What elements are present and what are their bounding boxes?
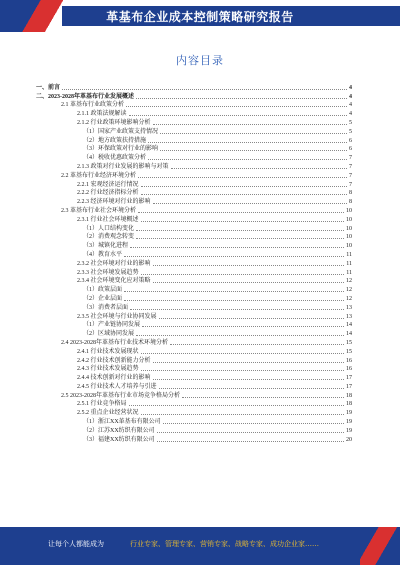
toc-leader-dots (141, 194, 347, 195)
toc-entry[interactable] (36, 259, 352, 268)
toc-entry-page: 10 (346, 243, 352, 250)
toc-entry-title: （2）江苏XX纺织有限公司 (83, 427, 155, 434)
toc-entry-title: （3）消费者层面 (83, 304, 129, 311)
toc-entry[interactable] (36, 224, 352, 233)
toc-entry[interactable] (36, 162, 352, 171)
toc-entry-page: 17 (346, 375, 352, 382)
toc-leader-dots (153, 379, 344, 380)
toc-leader-dots (157, 441, 344, 442)
toc-entry[interactable] (36, 83, 352, 92)
toc-leader-dots (141, 353, 344, 354)
toc-entry-title: 2.2 革基布行业经济环境分析 (61, 172, 137, 179)
toc-leader-dots (130, 247, 344, 248)
toc-entry-title: 2.4.1 行业技术发展现状 (77, 348, 139, 355)
toc-entry[interactable] (36, 180, 352, 189)
toc-entry[interactable] (36, 338, 352, 347)
toc-entry-title: （4）税收优惠政策分析 (83, 155, 147, 162)
toc-heading: 内容目录 (176, 54, 224, 67)
toc-entry-page: 5 (349, 119, 352, 126)
toc-leader-dots (159, 388, 344, 389)
toc-leader-dots (141, 414, 344, 415)
toc-entry-page: 4 (349, 111, 352, 118)
toc-leader-dots (163, 423, 344, 424)
toc-entry[interactable] (36, 136, 352, 145)
toc-entry-title: 2.4.2 行业技术创新能力分析 (77, 357, 151, 364)
toc-entry-title: （2）消费观念转变 (83, 234, 135, 241)
toc-entry-page: 4 (349, 93, 352, 100)
toc-leader-dots (141, 370, 344, 371)
toc-leader-dots (141, 221, 344, 222)
toc-entry-title: 一、前言 (36, 84, 61, 91)
toc-entry[interactable] (36, 92, 352, 101)
toc-entry-title: 2.1.3 政策对行业发展的影响与对策 (77, 163, 169, 170)
footer-domains: 行业专家、管理专家、营销专家、战略专家、成功企业家…… (130, 540, 319, 548)
report-title: 革基布企业成本控制策略研究报告 (106, 10, 294, 24)
toc-entry-title: 2.3.3 社会环境发展趋势 (77, 269, 139, 276)
toc-entry[interactable] (36, 321, 352, 330)
toc-entry[interactable] (36, 109, 352, 118)
toc-entry[interactable] (36, 426, 352, 435)
toc-entry-page: 11 (346, 260, 352, 267)
toc-entry-title: 2.3 革基布行业社会环境分析 (61, 207, 137, 214)
toc-entry-page: 16 (346, 357, 352, 364)
toc-entry-page: 20 (346, 436, 352, 443)
toc-entry[interactable] (36, 118, 352, 127)
toc-leader-dots (170, 344, 344, 345)
toc-entry-title: 2.3.4 社会环境变化应对策略 (77, 278, 151, 285)
toc-leader-dots (124, 291, 344, 292)
toc-leader-dots (126, 106, 347, 107)
toc-entry-page: 19 (346, 419, 352, 426)
toc-entry-page: 18 (346, 401, 352, 408)
toc-entry[interactable] (36, 145, 352, 154)
toc-entry[interactable] (36, 417, 352, 426)
toc-entry-title: （3）福建XX纺织有限公司 (83, 436, 155, 443)
toc-entry[interactable] (36, 408, 352, 417)
toc-entry-title: （1）产业链协同发展 (83, 322, 141, 329)
toc-entry[interactable] (36, 101, 352, 110)
toc-entry[interactable] (36, 391, 352, 400)
toc-entry-page: 7 (349, 155, 352, 162)
toc-entry-page: 8 (349, 190, 352, 197)
toc-entry-title: 2.4.4 技术创新对行业的影响 (77, 375, 151, 382)
toc-entry-title: （2）地方政策扶持措施 (83, 137, 147, 144)
toc-leader-dots (160, 133, 347, 134)
toc-leader-dots (153, 203, 347, 204)
toc-leader-dots (138, 212, 344, 213)
toc-entry[interactable] (36, 294, 352, 303)
toc-entry-title: 2.5.2 重点企业经营状况 (77, 410, 139, 417)
toc-entry-page: 18 (346, 392, 352, 399)
toc-entry[interactable] (36, 153, 352, 162)
toc-entry[interactable] (36, 347, 352, 356)
toc-entry[interactable] (36, 268, 352, 277)
toc-entry[interactable] (36, 233, 352, 242)
toc-entry-title: （2）企业层面 (83, 295, 123, 302)
toc-leader-dots (129, 115, 347, 116)
toc-entry-page: 12 (346, 287, 352, 294)
toc-entry-title: 2.3.2 社会环境对行业的影响 (77, 260, 151, 267)
toc-entry-page: 8 (349, 199, 352, 206)
toc-leader-dots (153, 282, 344, 283)
page-footer (0, 527, 400, 565)
toc-leader-dots (141, 186, 347, 187)
toc-entry-page: 4 (349, 102, 352, 109)
toc-leader-dots (136, 98, 347, 99)
toc-entry-title: 2.4.5 行业技术人才培养与引进 (77, 383, 157, 390)
toc-entry[interactable] (36, 435, 352, 444)
toc-entry-page: 17 (346, 383, 352, 390)
toc-leader-dots (136, 238, 344, 239)
toc-entry-title: 2.4 2023-2028年革基布行业技术环境分析 (61, 339, 168, 346)
toc-entry-page: 16 (346, 366, 352, 373)
toc-entry-page: 11 (346, 251, 352, 258)
toc-leader-dots (62, 89, 347, 90)
toc-entry-page: 6 (349, 137, 352, 144)
footer-accent (360, 527, 400, 565)
toc-entry[interactable] (36, 365, 352, 374)
toc-entry-page: 4 (349, 84, 352, 91)
toc-leader-dots (182, 397, 344, 398)
toc-entry[interactable] (36, 241, 352, 250)
toc-entry[interactable] (36, 189, 352, 198)
toc-entry-title: 2.5.1 行业竞争格局 (77, 401, 127, 408)
toc-leader-dots (153, 265, 345, 266)
toc-entry-title: （3）环保政策对行业的影响 (83, 146, 159, 153)
toc-entry-title: 2.1.2 行业政策环境影响分析 (77, 119, 151, 126)
toc-entry-page: 15 (346, 339, 352, 346)
toc-entry-title: 2.3.5 社会环境与行业协同发展 (77, 313, 157, 320)
toc-leader-dots (159, 318, 344, 319)
toc-leader-dots (124, 256, 344, 257)
toc-leader-dots (130, 309, 344, 310)
toc-leader-dots (142, 326, 344, 327)
toc-entry-page: 5 (349, 128, 352, 135)
toc-entry[interactable] (36, 171, 352, 180)
toc-entry[interactable] (36, 285, 352, 294)
toc-entry-page: 10 (346, 216, 352, 223)
toc-entry-title: （1）人口结构变化 (83, 225, 135, 232)
toc-entry-page: 13 (346, 313, 352, 320)
toc-entry-title: 2.3.1 行业社会环境概述 (77, 216, 139, 223)
toc-leader-dots (160, 150, 347, 151)
toc-leader-dots (148, 142, 347, 143)
toc-entry[interactable] (36, 197, 352, 206)
toc-leader-dots (157, 432, 344, 433)
toc-entry-title: （2）区域协同发展 (83, 331, 135, 338)
toc-entry[interactable] (36, 250, 352, 259)
toc-entry-page: 15 (346, 348, 352, 355)
toc-entry-page: 13 (346, 304, 352, 311)
toc-entry-title: 2.2.2 行业经济指标分析 (77, 190, 139, 197)
toc-entry[interactable] (36, 329, 352, 338)
toc-entry-title: 二、2023-2028年革基布行业发展概述 (36, 93, 134, 100)
toc-entry-title: 2.1.1 政策法规解读 (77, 111, 127, 118)
toc-entry-page: 6 (349, 146, 352, 153)
toc-entry-title: 2.4.3 行业技术发展趋势 (77, 366, 139, 373)
toc-leader-dots (136, 335, 344, 336)
toc-entry[interactable] (36, 373, 352, 382)
toc-entry-page: 10 (346, 207, 352, 214)
toc-leader-dots (153, 124, 347, 125)
toc-entry-page: 10 (346, 225, 352, 232)
toc-entry[interactable] (36, 400, 352, 409)
toc-entry-title: （3）城镇化进程 (83, 243, 129, 250)
toc-entry-page: 7 (349, 172, 352, 179)
toc-entry-title: （1）政策层面 (83, 287, 123, 294)
toc-leader-dots (171, 168, 347, 169)
toc-entry-title: （1）国家产业政策支持情况 (83, 128, 159, 135)
toc-entry-title: 2.2.3 经济环境对行业的影响 (77, 199, 151, 206)
toc-entry-page: 14 (346, 331, 352, 338)
toc-entry-page: 7 (349, 181, 352, 188)
toc-leader-dots (141, 274, 345, 275)
toc-leader-dots (153, 362, 344, 363)
toc-leader-dots (148, 159, 347, 160)
toc-entry-title: （4）教育水平 (83, 251, 123, 258)
toc-entry[interactable] (36, 356, 352, 365)
toc-entry-page: 19 (346, 427, 352, 434)
toc-entry[interactable] (36, 215, 352, 224)
toc-entry[interactable] (36, 312, 352, 321)
toc-entry[interactable] (36, 206, 352, 215)
table-of-contents (36, 83, 352, 444)
toc-entry-title: 2.1 革基布行业政策分析 (61, 102, 125, 109)
toc-entry[interactable] (36, 303, 352, 312)
toc-entry[interactable] (36, 277, 352, 286)
toc-leader-dots (138, 177, 347, 178)
toc-entry-title: （1）浙江XX革基布有限公司 (83, 419, 161, 426)
toc-entry-page: 12 (346, 278, 352, 285)
toc-leader-dots (129, 405, 344, 406)
toc-entry[interactable] (36, 382, 352, 391)
toc-entry[interactable] (36, 127, 352, 136)
toc-entry-page: 11 (346, 269, 352, 276)
toc-leader-dots (136, 230, 344, 231)
toc-entry-title: 2.2.1 宏观经济运行情况 (77, 181, 139, 188)
toc-entry-page: 7 (349, 163, 352, 170)
toc-entry-title: 2.5 2023-2028年革基布行业市场竞争格局分析 (61, 392, 180, 399)
toc-leader-dots (124, 300, 344, 301)
toc-entry-page: 14 (346, 322, 352, 329)
footer-slogan: 让每个人都能成为 (48, 540, 104, 548)
toc-entry-page: 12 (346, 295, 352, 302)
page-header (0, 0, 400, 32)
toc-entry-page: 10 (346, 234, 352, 241)
toc-entry-page: 19 (346, 410, 352, 417)
